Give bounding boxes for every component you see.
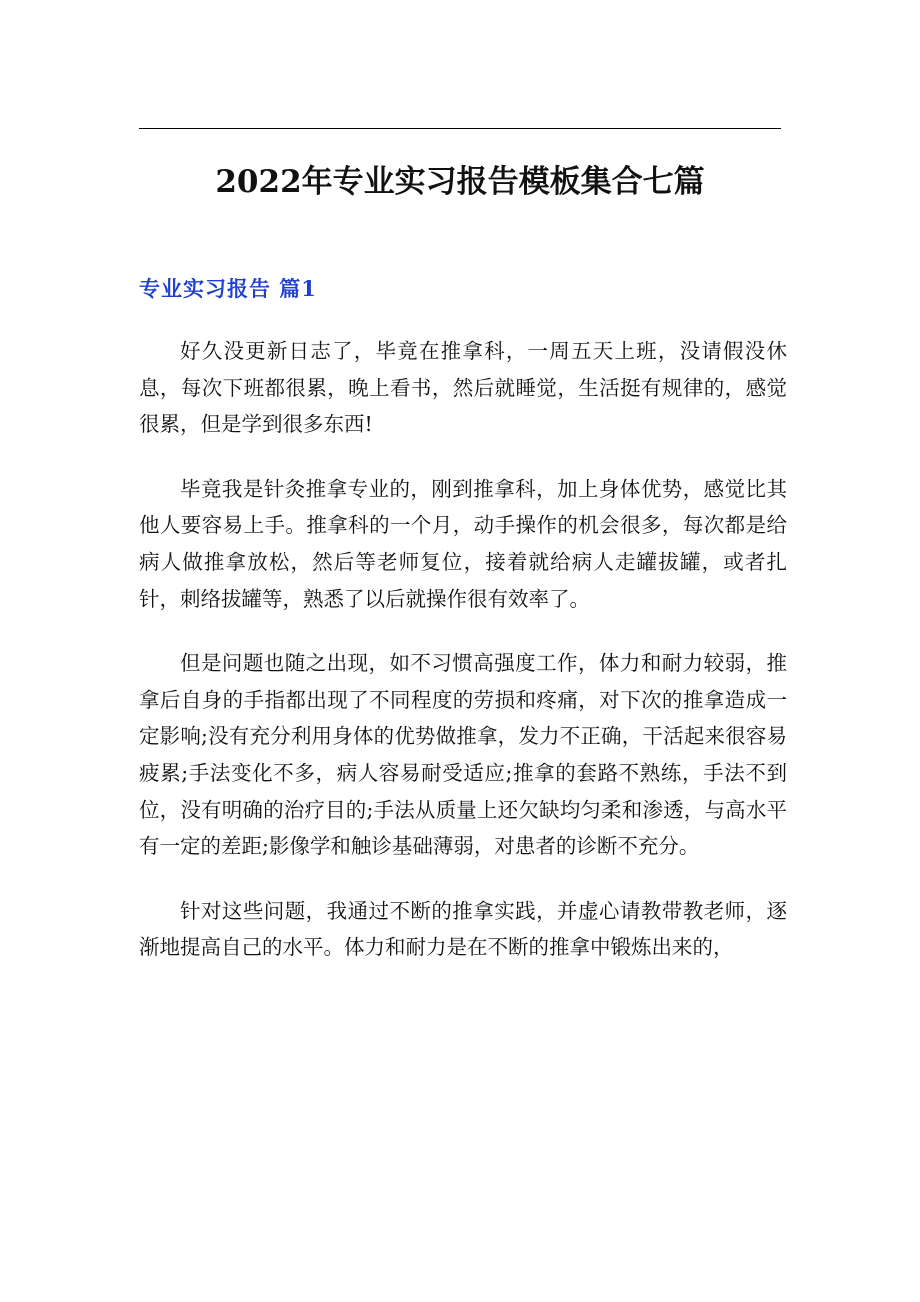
header-rule bbox=[139, 128, 781, 129]
paragraph-3: 但是问题也随之出现，如不习惯高强度工作，体力和耐力较弱，推拿后自身的手指都出现了不同程度的劳损和疼痛，对下次的推拿造成一定影响;没有充分利用身体的优势做推拿，发力不正确，干活起来很容易疲累;手法变化不多，病人容易耐受适应;推拿的套路不熟练，手法不到位，没有明确的治疗目的;手法从质量上还欠缺均匀柔和渗透，与高水平有一定的差距;影像学和触诊基础薄弱，对患者的诊断不充分。 bbox=[139, 651, 787, 859]
body-text bbox=[139, 333, 787, 994]
paragraph-1: 好久没更新日志了，毕竟在推拿科，一周五天上班，没请假没休息，每次下班都很累，晚上看书，然后就睡觉，生活挺有规律的，感觉很累，但是学到很多东西! bbox=[139, 339, 787, 437]
section-heading: 专业实习报告 篇1 bbox=[139, 276, 317, 301]
paragraph-2: 毕竟我是针灸推拿专业的，刚到推拿科，加上身体优势，感觉比其他人要容易上手。推拿科的一个月，动手操作的机会很多，每次都是给病人做推拿放松，然后等老师复位，接着就给病人走罐拔罐，或者扎针，刺络拔罐等，熟悉了以后就操作很有效率了。 bbox=[139, 476, 787, 611]
paragraph-4: 针对这些问题，我通过不断的推拿实践，并虚心请教带教老师，逐渐地提高自己的水平。体力和耐力是在不断的推拿中锻炼出来的， bbox=[139, 898, 787, 960]
document-title: 2022年专业实习报告模板集合七篇 bbox=[215, 164, 705, 200]
